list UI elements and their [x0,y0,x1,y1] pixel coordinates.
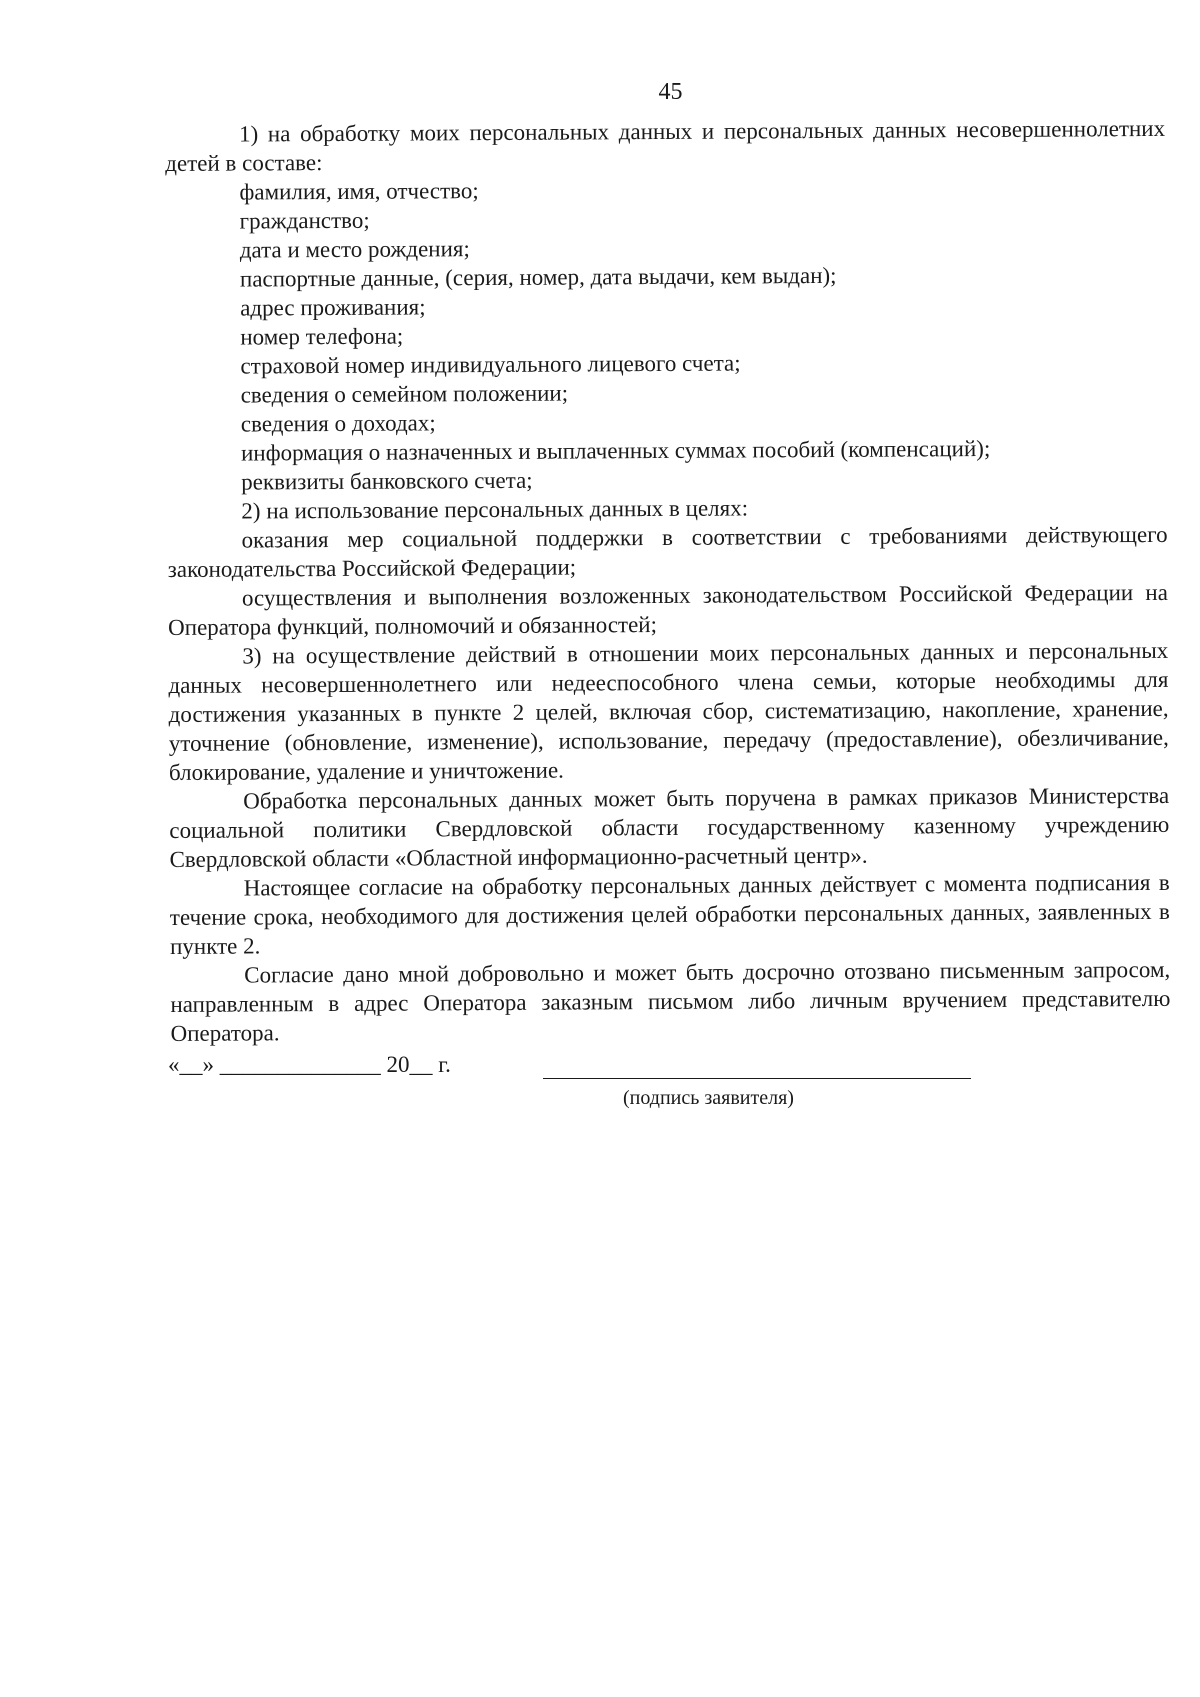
signature-block [165,1050,1165,1130]
paragraph-processing-delegation: Обработка персональных данных может быть поручена в рамках приказов Министерства социальной политики Свердловской области государственному казенному учреждению Свердловской области «Областной информационно-расчетный центр». [169,782,1170,872]
list-item-citizenship: гражданство; [239,207,370,234]
paragraph-consent-revocation: Согласие дано мной добровольно и может быть досрочно отозвано письменным запросом, направленным в адрес Оператора заказным письмом либо личным вручением представителю Оператора. [170,956,1171,1046]
date-field: «__» ______________ 20__ г. [168,1052,451,1077]
list-item-address: адрес проживания; [240,294,426,321]
page-number: 45 [658,79,683,105]
list-item-bank-details: реквизиты банковского счета; [241,467,533,495]
document-body [165,114,1171,1048]
list-item-passport: паспортные данные, (серия, номер, дата выдачи, кем выдан); [239,262,837,292]
list-item-marital-status: сведения о семейном положении; [240,380,569,408]
list-item-full-name: фамилия, имя, отчество; [239,178,479,205]
list-item-snils: страховой номер индивидуального лицевого счета; [240,350,741,379]
signature-line [543,1078,971,1079]
list-item-benefits: информация о назначенных и выплаченных суммах пособий (компенсаций); [240,435,991,466]
list-item-birth-date-place: дата и место рождения; [239,236,470,263]
section-2-purpose-social-support: оказания мер социальной поддержки в соответствии с требованиями действующего законодательства Российской Федерации; [167,521,1168,582]
section-3-actions: 3) на осуществление действий в отношении моих персональных данных и персональных данных несовершеннолетнего или недееспособного члена семьи, которые необходимы для достижения указанных в пункте 2 целей, включая сбор, систематизацию, накопление, хранение, уточнение (обновление, изменение), использование, передачу (предоставление), обезличивание, блокирование, удаление и уничтожение. [168,637,1169,785]
section-1-intro: 1) на обработку моих персональных данных и персональных данных несовершеннолетних детей в составе: [165,115,1166,176]
signature-caption: (подпись заявителя) [623,1087,794,1109]
list-item-phone: номер телефона; [240,323,404,350]
section-2-purpose-operator-functions: осуществления и выполнения возложенных законодательством Российской Федерации на Оператора функций, полномочий и обязанностей; [168,579,1168,640]
paragraph-consent-validity: Настоящее согласие на обработку персональных данных действует с момента подписания в течение срока, необходимого для достижения целей обработки персональных данных, заявленных в пункте 2. [169,869,1170,959]
section-2-intro: 2) на использование персональных данных в целях: [241,495,749,524]
list-item-income: сведения о доходах; [240,410,436,437]
